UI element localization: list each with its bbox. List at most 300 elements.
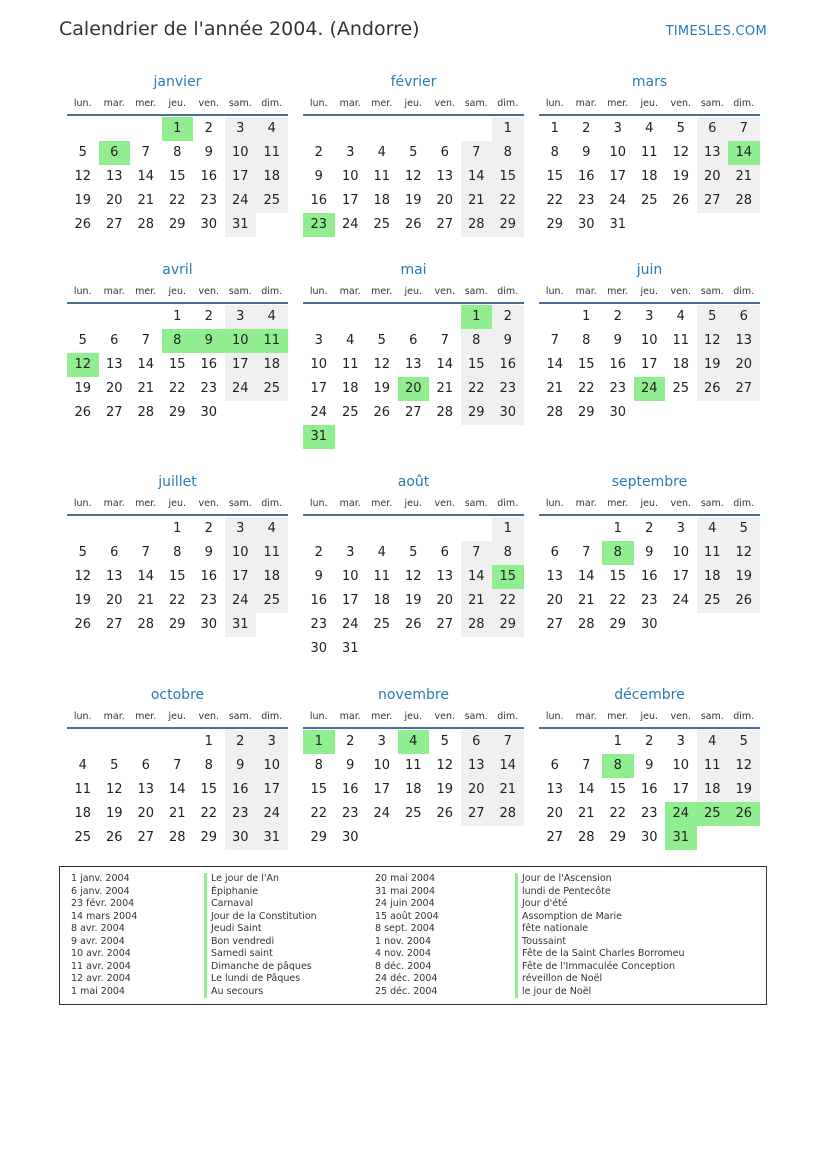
holiday-day-cell: 11: [256, 329, 288, 353]
empty-cell: [571, 517, 603, 541]
day-cell: 26: [74, 217, 92, 232]
empty-cell: [429, 117, 461, 141]
day-cell: 13: [728, 329, 760, 353]
day-cell: 6: [550, 545, 559, 560]
day-cell: 28: [436, 405, 454, 420]
day-cell: 17: [310, 381, 328, 396]
day-cell: 7: [582, 758, 591, 773]
weekday-label: mer.: [371, 497, 393, 509]
day-cell: 22: [609, 806, 627, 821]
weekday-header: [303, 492, 524, 516]
day-cell: 11: [341, 357, 359, 372]
day-cell: 12: [728, 754, 760, 778]
weekday-header: [539, 492, 760, 516]
day-cell: 19: [74, 593, 92, 608]
day-cell: 15: [546, 169, 564, 184]
weekday-label: lun.: [545, 97, 564, 109]
day-cell: 27: [436, 617, 454, 632]
day-cell: 19: [373, 381, 391, 396]
holiday-day-cell: 24: [634, 377, 666, 401]
holiday-name: Bon vendredi: [204, 936, 317, 949]
day-cell: 20: [461, 778, 493, 802]
day-cell: 15: [577, 357, 595, 372]
empty-cell: [429, 305, 461, 329]
day-cell: 21: [461, 189, 493, 213]
month-11: [303, 685, 524, 850]
holiday-date: 6 janv. 2004: [71, 885, 130, 897]
day-cell: 8: [173, 145, 182, 160]
day-cell: 20: [105, 193, 123, 208]
day-cell: 17: [373, 782, 391, 797]
day-grid: [303, 305, 524, 449]
day-cell: 20: [697, 165, 729, 189]
day-cell: 17: [225, 565, 257, 589]
empty-cell: [398, 305, 430, 329]
holiday-day-cell: 4: [398, 730, 430, 754]
day-cell: 11: [74, 782, 92, 797]
day-cell: 16: [200, 569, 218, 584]
holiday-name: Jour de la Constitution: [204, 911, 317, 924]
day-cell: 9: [645, 758, 654, 773]
day-cell: 16: [577, 169, 595, 184]
holiday-date: 1 mai 2004: [71, 985, 125, 997]
day-cell: 18: [373, 593, 391, 608]
day-cell: 14: [137, 357, 155, 372]
day-cell: 9: [645, 545, 654, 560]
day-cell: 4: [346, 333, 355, 348]
weekday-label: mar.: [575, 285, 597, 297]
weekday-label: lun.: [545, 710, 564, 722]
day-cell: 21: [168, 806, 186, 821]
day-cell: 24: [672, 593, 690, 608]
weekday-label: ven.: [198, 97, 219, 109]
holiday-day-cell: 9: [193, 329, 225, 353]
holiday-date: 24 juin 2004: [375, 898, 435, 909]
weekday-label: sam.: [228, 497, 252, 509]
day-cell: 6: [550, 758, 559, 773]
day-cell: 26: [404, 617, 422, 632]
day-cell: 23: [640, 593, 658, 608]
day-cell: 27: [697, 189, 729, 213]
holiday-day-cell: 31: [303, 425, 335, 449]
weekday-label: dim.: [497, 497, 519, 509]
day-cell: 21: [577, 806, 595, 821]
weekday-label: ven.: [434, 97, 455, 109]
weekday-label: dim.: [261, 497, 283, 509]
weekday-label: mer.: [135, 710, 157, 722]
day-cell: 18: [697, 778, 729, 802]
holiday-day-cell: 8: [162, 329, 194, 353]
day-cell: 16: [225, 778, 257, 802]
empty-cell: [366, 305, 398, 329]
day-cell: 18: [373, 193, 391, 208]
weekday-label: ven.: [434, 710, 455, 722]
holiday-date: 8 déc. 2004: [375, 960, 432, 972]
day-cell: 11: [256, 541, 288, 565]
day-cell: 16: [200, 357, 218, 372]
day-cell: 6: [110, 545, 119, 560]
month-4: [67, 260, 288, 425]
day-cell: 15: [461, 353, 493, 377]
day-cell: 12: [74, 569, 92, 584]
month-name: décembre: [614, 687, 685, 703]
month-name: septembre: [611, 474, 688, 490]
day-cell: 26: [74, 405, 92, 420]
weekday-label: lun.: [73, 710, 92, 722]
day-cell: 21: [137, 193, 155, 208]
day-cell: 27: [105, 405, 123, 420]
day-cell: 3: [346, 545, 355, 560]
weekday-label: lun.: [545, 285, 564, 297]
empty-cell: [335, 117, 367, 141]
day-cell: 22: [577, 381, 595, 396]
day-cell: 13: [137, 782, 155, 797]
day-cell: 1: [204, 734, 213, 749]
day-cell: 25: [256, 189, 288, 213]
day-cell: 10: [225, 141, 257, 165]
day-cell: 4: [377, 545, 386, 560]
day-cell: 21: [461, 589, 493, 613]
day-cell: 19: [404, 593, 422, 608]
holiday-dates-column: [375, 873, 439, 998]
day-cell: 11: [256, 141, 288, 165]
weekday-label: lun.: [309, 97, 328, 109]
empty-cell: [303, 305, 335, 329]
weekday-label: mar.: [103, 710, 125, 722]
holiday-name: Le lundi de Pâques: [204, 973, 317, 986]
month-name: janvier: [153, 74, 202, 90]
weekday-label: jeu.: [168, 710, 187, 722]
empty-cell: [398, 517, 430, 541]
day-cell: 4: [78, 758, 87, 773]
day-cell: 26: [672, 193, 690, 208]
empty-cell: [461, 517, 493, 541]
day-cell: 22: [168, 593, 186, 608]
weekday-label: dim.: [733, 285, 755, 297]
day-cell: 19: [672, 169, 690, 184]
day-cell: 17: [341, 193, 359, 208]
weekday-label: mar.: [339, 497, 361, 509]
day-cell: 4: [697, 517, 729, 541]
day-cell: 16: [200, 169, 218, 184]
weekday-header: [67, 92, 288, 116]
day-cell: 13: [546, 782, 564, 797]
day-cell: 31: [609, 217, 627, 232]
holiday-day-cell: 6: [99, 141, 131, 165]
day-cell: 6: [728, 305, 760, 329]
day-cell: 29: [168, 617, 186, 632]
month-name: avril: [162, 262, 193, 278]
weekday-label: mar.: [339, 285, 361, 297]
holiday-day-cell: 20: [398, 377, 430, 401]
day-cell: 22: [461, 377, 493, 401]
day-cell: 8: [582, 333, 591, 348]
day-cell: 11: [697, 541, 729, 565]
day-cell: 20: [546, 806, 564, 821]
weekday-label: jeu.: [168, 285, 187, 297]
day-cell: 28: [137, 217, 155, 232]
weekday-label: mar.: [575, 97, 597, 109]
day-cell: 18: [256, 353, 288, 377]
weekday-label: sam.: [464, 285, 488, 297]
day-cell: 14: [461, 165, 493, 189]
day-cell: 15: [168, 569, 186, 584]
day-cell: 22: [310, 806, 328, 821]
holiday-name: Assomption de Marie: [515, 911, 685, 924]
day-cell: 23: [341, 806, 359, 821]
weekday-label: sam.: [464, 710, 488, 722]
day-cell: 29: [168, 405, 186, 420]
day-grid: [539, 730, 760, 850]
day-cell: 16: [310, 593, 328, 608]
weekday-label: jeu.: [640, 285, 659, 297]
empty-cell: [366, 117, 398, 141]
weekday-header: [303, 705, 524, 729]
day-grid: [67, 730, 288, 850]
empty-cell: [130, 117, 162, 141]
day-cell: 23: [310, 617, 328, 632]
day-cell: 26: [105, 830, 123, 845]
day-cell: 1: [492, 517, 524, 541]
day-cell: 9: [314, 169, 323, 184]
day-cell: 28: [546, 405, 564, 420]
day-cell: 15: [492, 165, 524, 189]
month-3: [539, 72, 760, 237]
weekday-label: sam.: [228, 710, 252, 722]
day-cell: 2: [346, 734, 355, 749]
day-cell: 22: [546, 193, 564, 208]
day-cell: 2: [645, 734, 654, 749]
day-cell: 13: [105, 169, 123, 184]
day-cell: 30: [225, 826, 257, 850]
weekday-label: mer.: [607, 97, 629, 109]
day-cell: 16: [640, 569, 658, 584]
weekday-label: ven.: [434, 285, 455, 297]
day-cell: 19: [436, 782, 454, 797]
day-cell: 16: [492, 353, 524, 377]
weekday-header: [539, 280, 760, 304]
day-cell: 2: [582, 121, 591, 136]
day-cell: 31: [341, 641, 359, 656]
weekday-label: dim.: [497, 285, 519, 297]
month-name: août: [397, 474, 430, 490]
holiday-name: Jour de l'Ascension: [515, 873, 685, 886]
weekday-label: ven.: [198, 497, 219, 509]
day-cell: 24: [341, 617, 359, 632]
weekday-label: dim.: [733, 710, 755, 722]
weekday-label: dim.: [497, 710, 519, 722]
day-grid: [67, 305, 288, 425]
day-cell: 3: [676, 521, 685, 536]
day-cell: 6: [409, 333, 418, 348]
day-cell: 14: [577, 569, 595, 584]
day-cell: 15: [168, 357, 186, 372]
day-cell: 5: [697, 305, 729, 329]
day-cell: 10: [310, 357, 328, 372]
day-cell: 1: [173, 309, 182, 324]
weekday-label: ven.: [670, 285, 691, 297]
weekday-label: ven.: [198, 710, 219, 722]
weekday-label: lun.: [545, 497, 564, 509]
day-cell: 7: [141, 545, 150, 560]
day-cell: 14: [461, 565, 493, 589]
day-cell: 12: [436, 758, 454, 773]
day-grid: [67, 517, 288, 637]
day-cell: 1: [492, 117, 524, 141]
day-cell: 10: [256, 754, 288, 778]
holiday-date: 4 nov. 2004: [375, 948, 431, 959]
day-cell: 1: [613, 734, 622, 749]
day-cell: 13: [105, 357, 123, 372]
day-cell: 14: [137, 569, 155, 584]
holiday-name: Au secours: [204, 986, 317, 999]
day-cell: 19: [74, 193, 92, 208]
day-cell: 7: [550, 333, 559, 348]
day-cell: 25: [672, 381, 690, 396]
weekday-label: jeu.: [640, 710, 659, 722]
day-cell: 11: [373, 169, 391, 184]
holiday-date: 1 nov. 2004: [375, 935, 431, 947]
weekday-label: mar.: [103, 497, 125, 509]
holiday-date: 31 mai 2004: [375, 885, 436, 897]
month-7: [67, 472, 288, 637]
day-cell: 14: [492, 754, 524, 778]
weekday-label: mar.: [339, 97, 361, 109]
day-cell: 20: [105, 381, 123, 396]
weekday-label: ven.: [670, 497, 691, 509]
day-cell: 7: [440, 333, 449, 348]
day-cell: 5: [78, 545, 87, 560]
weekday-label: lun.: [309, 285, 328, 297]
day-cell: 29: [492, 213, 524, 237]
weekday-label: sam.: [700, 497, 724, 509]
weekday-label: dim.: [733, 497, 755, 509]
day-cell: 30: [640, 617, 658, 632]
day-cell: 28: [461, 613, 493, 637]
weekday-label: ven.: [670, 710, 691, 722]
month-2: [303, 72, 524, 237]
day-cell: 2: [204, 309, 213, 324]
day-cell: 9: [613, 333, 622, 348]
day-cell: 3: [314, 333, 323, 348]
holiday-names-column: [515, 873, 685, 998]
day-cell: 20: [728, 353, 760, 377]
day-cell: 5: [377, 333, 386, 348]
day-cell: 29: [168, 217, 186, 232]
holiday-name: fête nationale: [515, 923, 685, 936]
weekday-label: jeu.: [404, 97, 423, 109]
weekday-label: mer.: [607, 497, 629, 509]
empty-cell: [539, 517, 571, 541]
day-cell: 27: [404, 405, 422, 420]
weekday-label: sam.: [700, 285, 724, 297]
day-cell: 20: [436, 593, 454, 608]
day-cell: 30: [492, 401, 524, 425]
weekday-header: [303, 92, 524, 116]
day-cell: 17: [672, 782, 690, 797]
day-cell: 4: [697, 730, 729, 754]
day-cell: 29: [577, 405, 595, 420]
holiday-list: [59, 866, 767, 1005]
empty-cell: [366, 517, 398, 541]
day-cell: 27: [137, 830, 155, 845]
day-cell: 2: [645, 521, 654, 536]
day-cell: 1: [613, 521, 622, 536]
day-cell: 8: [492, 141, 524, 165]
day-cell: 12: [404, 169, 422, 184]
holiday-name: Toussaint: [515, 936, 685, 949]
day-cell: 9: [346, 758, 355, 773]
month-5: [303, 260, 524, 449]
weekday-label: lun.: [73, 285, 92, 297]
holiday-day-cell: 15: [492, 565, 524, 589]
day-cell: 16: [341, 782, 359, 797]
day-cell: 11: [697, 754, 729, 778]
day-cell: 27: [546, 617, 564, 632]
holiday-dates-column: [71, 873, 137, 998]
day-cell: 19: [74, 381, 92, 396]
day-cell: 31: [225, 213, 257, 237]
weekday-label: sam.: [464, 497, 488, 509]
day-cell: 12: [728, 541, 760, 565]
day-cell: 24: [225, 377, 257, 401]
empty-cell: [162, 730, 194, 754]
day-cell: 6: [440, 145, 449, 160]
day-cell: 19: [728, 565, 760, 589]
empty-cell: [130, 305, 162, 329]
day-cell: 28: [728, 189, 760, 213]
month-name: mai: [400, 262, 427, 278]
weekday-label: jeu.: [404, 497, 423, 509]
brand-link[interactable]: TIMESLES.COM: [665, 24, 767, 39]
day-cell: 28: [492, 802, 524, 826]
holiday-date: 8 avr. 2004: [71, 923, 125, 934]
holiday-day-cell: 14: [728, 141, 760, 165]
day-cell: 28: [577, 830, 595, 845]
day-cell: 10: [341, 169, 359, 184]
day-cell: 11: [373, 569, 391, 584]
day-cell: 16: [640, 782, 658, 797]
holiday-name: Épiphanie: [204, 886, 317, 899]
day-cell: 3: [377, 734, 386, 749]
weekday-label: mer.: [371, 285, 393, 297]
day-cell: 20: [546, 593, 564, 608]
day-cell: 10: [225, 541, 257, 565]
empty-cell: [335, 517, 367, 541]
holiday-date: 12 avr. 2004: [71, 973, 131, 984]
day-cell: 27: [105, 217, 123, 232]
holiday-day-cell: 1: [303, 730, 335, 754]
day-cell: 8: [204, 758, 213, 773]
day-cell: 10: [373, 758, 391, 773]
weekday-label: mar.: [575, 497, 597, 509]
day-cell: 24: [225, 589, 257, 613]
day-cell: 22: [200, 806, 218, 821]
weekday-label: ven.: [434, 497, 455, 509]
holiday-name: Fête de la Saint Charles Borromeu: [515, 948, 685, 961]
day-cell: 29: [546, 217, 564, 232]
weekday-label: jeu.: [640, 97, 659, 109]
weekday-label: mer.: [607, 285, 629, 297]
day-cell: 14: [137, 169, 155, 184]
day-cell: 21: [436, 381, 454, 396]
day-cell: 20: [105, 593, 123, 608]
day-cell: 21: [137, 381, 155, 396]
holiday-date: 20 mai 2004: [375, 873, 436, 884]
day-cell: 19: [697, 353, 729, 377]
day-cell: 2: [204, 121, 213, 136]
day-cell: 14: [577, 782, 595, 797]
